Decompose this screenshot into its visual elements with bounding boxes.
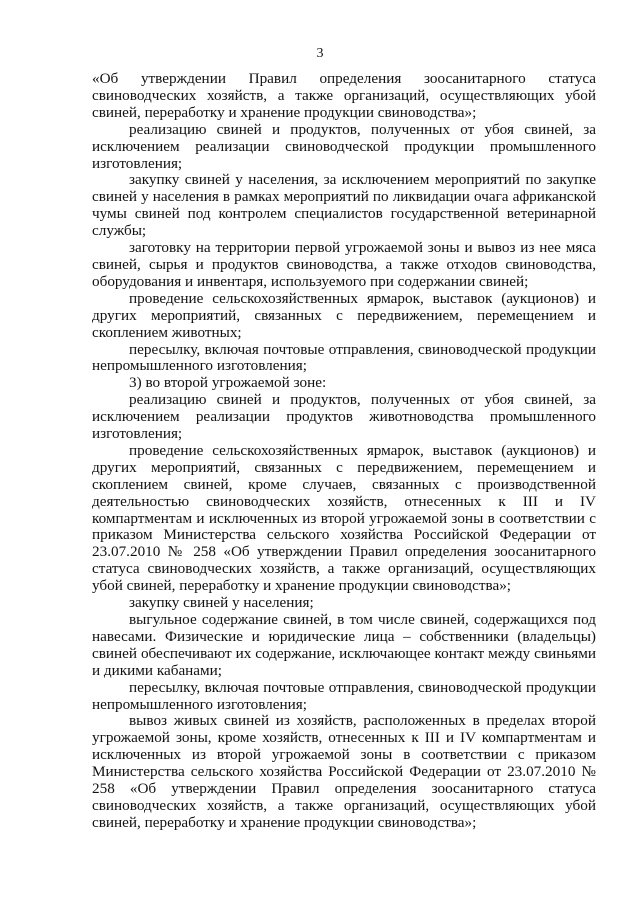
page-number: 3 (316, 46, 324, 61)
paragraph-10: закупку свиней у населения; (129, 594, 314, 612)
paragraph-9: проведение сельскохозяйственных ярмарок, выставок (аукционов) и других мероприятий, связанных с передвижением, перемещением и скоплением свиней, кроме случаев, связанных с производственной деятельностью свиноводческих хозяйств, отнесенных к III и IV компартментам и исключенных из второй угрожаемой зоны в соответствии с приказом Министерства сельского хозяйства Российской Федерации от 23.07.2010 № 258 «Об утверждении Правил определения зоосанитарного статуса свиноводческих хозяйств, а также организаций, осуществляющих убой свиней, переработку и хранение продукции свиноводства»; (92, 441, 596, 595)
paragraph-12: пересылку, включая почтовые отправления, свиноводческой продукции непромышленного изготовления; (92, 678, 596, 713)
paragraph-8: реализацию свиней и продуктов, полученных от убоя свиней, за исключением реализации продуктов животноводства промышленного изготовления; (92, 391, 596, 443)
paragraph-11: выгульное содержание свиней, в том числе свиней, содержащихся под навесами. Физические и юридические лица – собственники (владельцы) свиней обеспечивают их содержание, исключающее контакт между свиньями и дикими кабанами; (92, 611, 596, 679)
paragraph-7-section-heading: 3) во второй угрожаемой зоне: (129, 374, 327, 392)
paragraph-1: «Об утверждении Правил определения зоосанитарного статуса свиноводческих хозяйств, а также организаций, осуществляющих убой свиней, переработку и хранение продукции свиноводства»; (92, 70, 596, 121)
paragraph-4: заготовку на территории первой угрожаемой зоны и вывоз из нее мяса свиней, сырья и продуктов свиноводства, а также отходов свиноводства, оборудования и инвентаря, используемого при содержании свиней; (92, 239, 596, 290)
paragraph-5: проведение сельскохозяйственных ярмарок, выставок (аукционов) и других мероприятий, связанных с передвижением, перемещением и скоплением животных; (92, 289, 596, 341)
paragraph-3: закупку свиней у населения, за исключением мероприятий по закупке свиней у населения в рамках мероприятий по ликвидации очага африканской чумы свиней под контролем специалистов государственной ветеринарной службы; (92, 171, 596, 240)
paragraph-13: вывоз живых свиней из хозяйств, расположенных в пределах второй угрожаемой зоны, кроме хозяйств, отнесенных к III и IV компартментам и исключенных из второй угрожаемой зоны в соответствии с приказом Министерства сельского хозяйства Российской Федерации от 23.07.2010 № 258 «Об утверждении Правил определения зоосанитарного статуса свиноводческих хозяйств, а также организаций, осуществляющих убой свиней, переработку и хранение продукции свиноводства»; (92, 712, 596, 831)
paragraph-2: реализацию свиней и продуктов, полученных от убоя свиней, за исключением реализации свиноводческой продукции промышленного изготовления; (92, 120, 596, 172)
paragraph-6: пересылку, включая почтовые отправления, свиноводческой продукции непромышленного изготовления; (92, 340, 596, 375)
body-text (92, 71, 596, 832)
